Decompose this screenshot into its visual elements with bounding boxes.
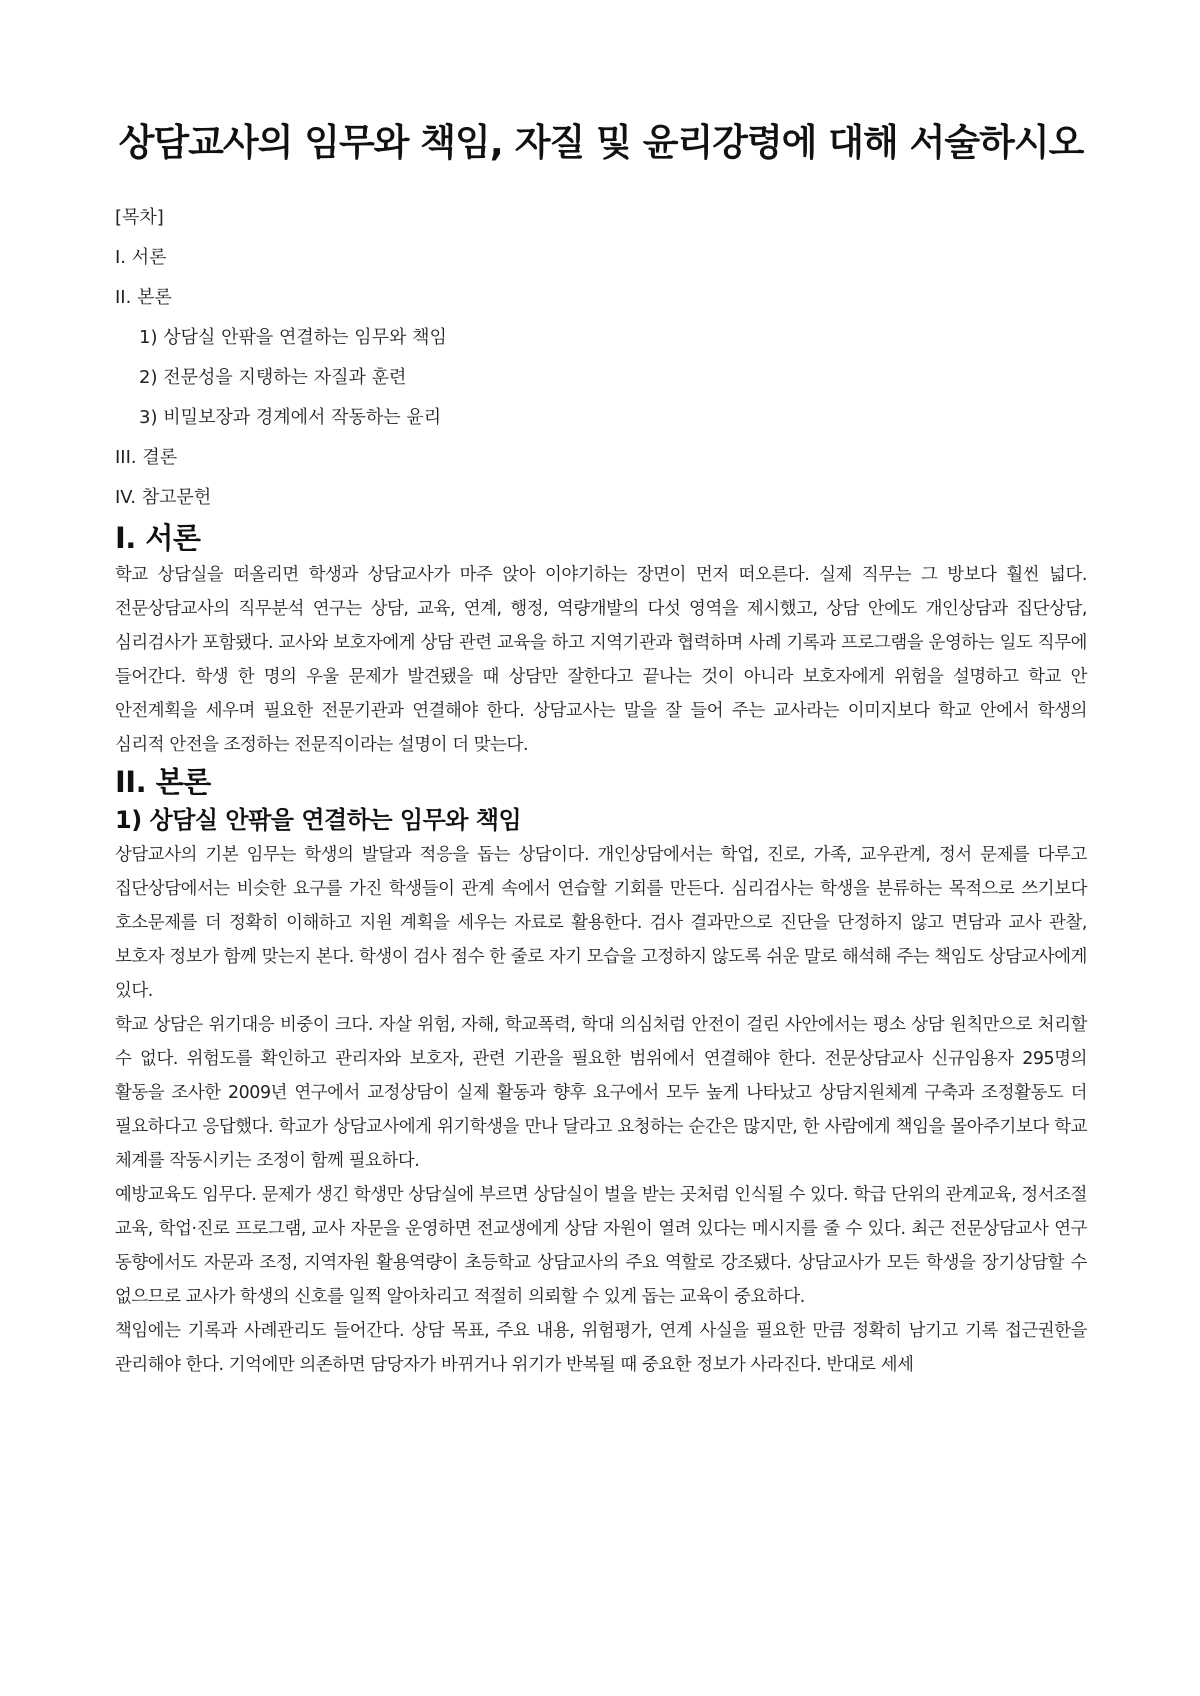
document-page bbox=[115, 0, 1087, 1382]
body-paragraph: 책임에는 기록과 사례관리도 들어간다. 상담 목표, 주요 내용, 위험평가, 연계 사실을 필요한 만큼 정확히 남기고 기록 접근권한을 관리해야 한다. 기억에만 의존하면 담당자가 바뀌거나 위기가 반복될 때 중요한 정보가 사라진다. 반대로 세세 bbox=[115, 1321, 1087, 1375]
body-paragraph: 예방교육도 임무다. 문제가 생긴 학생만 상담실에 부르면 상담실이 벌을 받는 곳처럼 인식될 수 있다. 학급 단위의 관계교육, 정서조절 교육, 학업·진로 프로그램, 교사 자문을 운영하면 전교생에게 상담 자원이 열려 있다는 메시지를 줄 수 있다. 최근 전문상담교사 연구 동향에서도 자문과 조정, 지역자원 활용역량이 초등학교 상담교사의 주요 역할로 강조됐다. 상담교사가 모든 학생을 장기상담할 수 없으므로 교사가 학생의 신호를 일찍 알아차리고 적절히 의뢰할 수 있게 돕는 교육이 중요하다. bbox=[115, 1185, 1087, 1307]
toc-item-body-3: 3) 비밀보장과 경계에서 작동하는 윤리 bbox=[139, 407, 442, 428]
toc-item-references: IV. 참고문헌 bbox=[115, 487, 212, 508]
toc-item-conclusion: III. 결론 bbox=[115, 447, 178, 468]
subsection-heading-1: 1) 상담실 안팎을 연결하는 임무와 책임 bbox=[115, 806, 522, 834]
toc-heading: [목차] bbox=[115, 207, 164, 228]
table-of-contents bbox=[115, 198, 1087, 518]
body-paragraph: 상담교사의 기본 임무는 학생의 발달과 적응을 돕는 상담이다. 개인상담에서는 학업, 진로, 가족, 교우관계, 정서 문제를 다루고 집단상담에서는 비슷한 요구를 가진 학생들이 관계 속에서 연습할 기회를 만든다. 심리검사는 학생을 분류하는 목적으로 쓰기보다 호소문제를 더 정확히 이해하고 지원 계획을 세우는 자료로 활용한다. 검사 결과만으로 진단을 단정하지 않고 면담과 교사 관찰, 보호자 정보가 함께 맞는지 본다. 학생이 검사 점수 한 줄로 자기 모습을 고정하지 않도록 쉬운 말로 해석해 주는 책임도 상담교사에게 있다. bbox=[115, 845, 1087, 1001]
body-paragraph: 학교 상담은 위기대응 비중이 크다. 자살 위험, 자해, 학교폭력, 학대 의심처럼 안전이 걸린 사안에서는 평소 상담 원칙만으로 처리할 수 없다. 위험도를 확인하고 관리자와 보호자, 관련 기관을 필요한 범위에서 연결해야 한다. 전문상담교사 신규임용자 295명의 활동을 조사한 2009년 연구에서 교정상담이 실제 활동과 향후 요구에서 모두 높게 나타났고 상담지원체계 구축과 조정활동도 더 필요하다고 응답했다. 학교가 상담교사에게 위기학생을 만나 달라고 요청하는 순간은 많지만, 한 사람에게 책임을 몰아주기보다 학교 체계를 작동시키는 조정이 함께 필요하다. bbox=[115, 1015, 1087, 1171]
document-title: 상담교사의 임무와 책임, 자질 및 윤리강령에 대해 서술하시오 bbox=[118, 121, 1084, 164]
section-heading-intro: I. 서론 bbox=[115, 521, 201, 555]
toc-item-body-2: 2) 전문성을 지탱하는 자질과 훈련 bbox=[139, 367, 407, 388]
toc-item-body: II. 본론 bbox=[115, 287, 172, 308]
section-heading-body: II. 본론 bbox=[115, 765, 211, 799]
intro-paragraph: 학교 상담실을 떠올리면 학생과 상담교사가 마주 앉아 이야기하는 장면이 먼저 떠오른다. 실제 직무는 그 방보다 훨씬 넓다. 전문상담교사의 직무분석 연구는 상담, 교육, 연계, 행정, 역량개발의 다섯 영역을 제시했고, 상담 안에도 개인상담과 집단상담, 심리검사가 포함됐다. 교사와 보호자에게 상담 관련 교육을 하고 지역기관과 협력하며 사례 기록과 프로그램을 운영하는 일도 직무에 들어간다. 학생 한 명의 우울 문제가 발견됐을 때 상담만 잘한다고 끝나는 것이 아니라 보호자에게 위험을 설명하고 학교 안 안전계획을 세우며 필요한 전문기관과 연결해야 한다. 상담교사는 말을 잘 들어 주는 교사라는 이미지보다 학교 안에서 학생의 심리적 안전을 조정하는 전문직이라는 설명이 더 맞는다. bbox=[115, 565, 1087, 755]
toc-item-body-1: 1) 상담실 안팎을 연결하는 임무와 책임 bbox=[139, 327, 447, 348]
toc-item-intro: I. 서론 bbox=[115, 247, 167, 268]
